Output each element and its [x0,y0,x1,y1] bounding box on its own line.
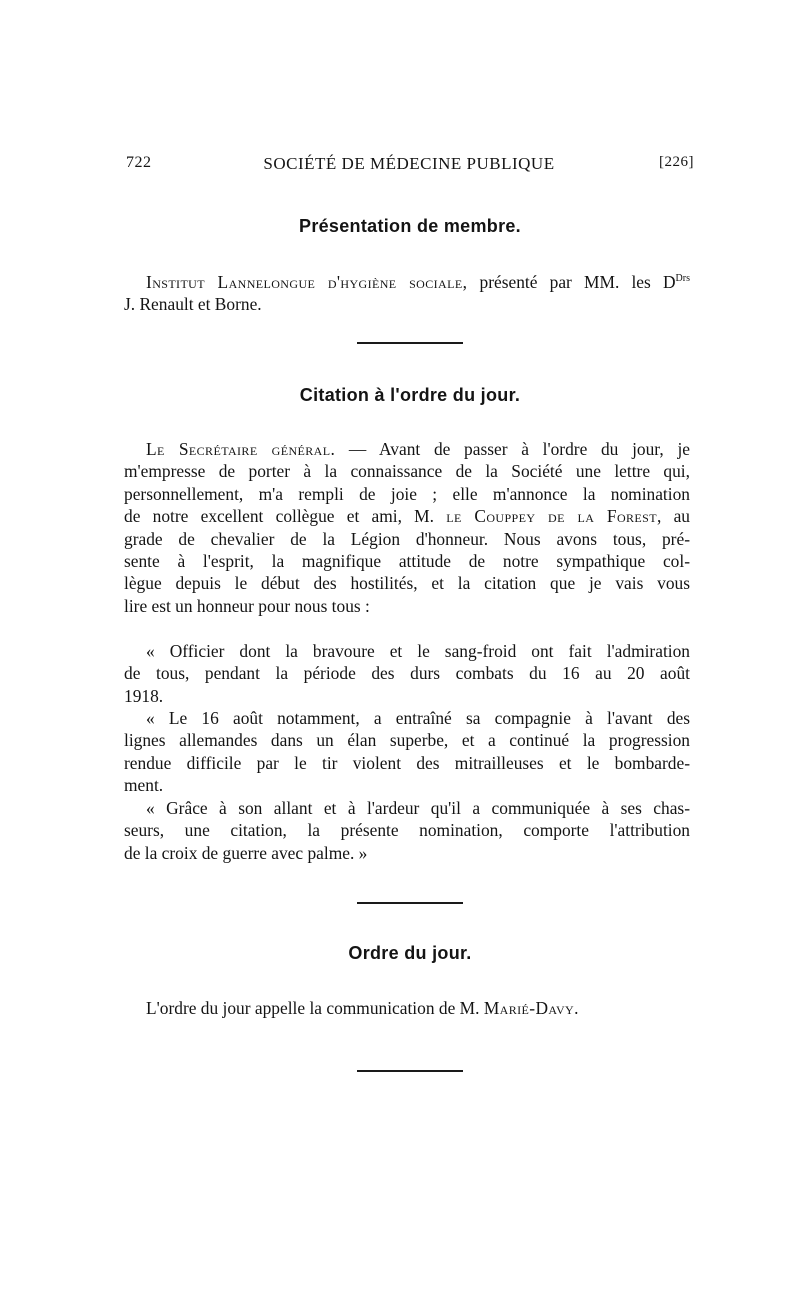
ordre-du-jour-text: L'ordre du jour appelle la communication de M. Marié-Davy. [146,998,579,1018]
quote-line: ment. [124,775,164,796]
quote-line: rendue difficile par le tir violent des mitrailleuses et le bombarde- [124,752,690,773]
citation-line: sente à l'esprit, la magnifique attitude de notre sympathique col- [124,551,690,572]
section-heading-citation: Citation à l'ordre du jour. [299,385,521,405]
quote-line: seurs, une citation, la présente nomination, comporte l'attribution [124,820,690,841]
speaker-title: Le Secrétaire général. [146,439,336,459]
communicator-name: Marié-Davy. [483,998,579,1018]
quote-paragraph-1 [124,640,690,707]
section-divider [357,902,463,904]
presentation-paragraph [124,268,690,316]
presented-by-text: présenté par MM. les [479,271,651,292]
citation-line: Le Secrétaire général. — Avant de passer à l'ordre du jour, je [146,439,690,459]
citation-line: de notre excellent collègue et ami, M. le Couppey de la Forest, au [124,506,690,527]
quote-line: « Officier dont la bravoure et le sang-froid ont fait l'admiration [146,641,690,661]
doctors-superscript: Drs [675,273,690,284]
citation-line: lire est un honneur pour nous tous : [124,595,370,616]
quote-paragraph-2 [124,707,690,797]
page-number: 722 [126,154,152,171]
citation-line: lègue depuis le début des hostilités, et la citation que je vais vous [124,573,690,594]
quote-line: lignes allemandes dans un élan superbe, et a continué la progression [124,730,690,751]
quote-line: de tous, pendant la période des durs combats du 16 au 20 août [124,663,690,684]
running-header [124,154,694,180]
section-heading-ordre-du-jour: Ordre du jour. [348,943,472,963]
quote-line: 1918. [124,685,164,706]
section-divider [357,1070,463,1072]
citation-line: m'empresse de porter à la connaissance de la Société une lettre qui, [124,461,690,482]
bracket-page-number: [226] [659,154,694,170]
quote-line: « Grâce à son allant et à l'ardeur qu'il a communiquée à ses chas- [146,798,690,818]
quote-paragraph-3 [124,797,690,864]
section-heading-presentation: Présentation de membre. [299,216,521,236]
institute-name: Institut Lannelongue d'hygiène sociale, [146,271,468,292]
quote-line: « Le 16 août notamment, a entraîné sa compagnie à l'avant des [146,708,690,728]
honoree-name: le Couppey de la Forest [446,506,657,527]
citation-line: grade de chevalier de la Légion d'honneur. Nous avons tous, pré- [124,528,690,549]
presenter-names: J. Renault et Borne. [124,294,262,315]
section-divider [357,342,463,344]
presentation-line-1: Institut Lannelongue d'hygiène sociale, présenté par MM. les $D^{Drs}$ [146,271,690,292]
citation-line: personnellement, m'a rempli de joie ; elle m'annonce la nomination [124,483,690,504]
quote-line: de la croix de guerre avec palme. » [124,842,368,863]
journal-title: SOCIÉTÉ DE MÉDECINE PUBLIQUE [263,154,555,173]
citation-paragraph [124,438,690,617]
